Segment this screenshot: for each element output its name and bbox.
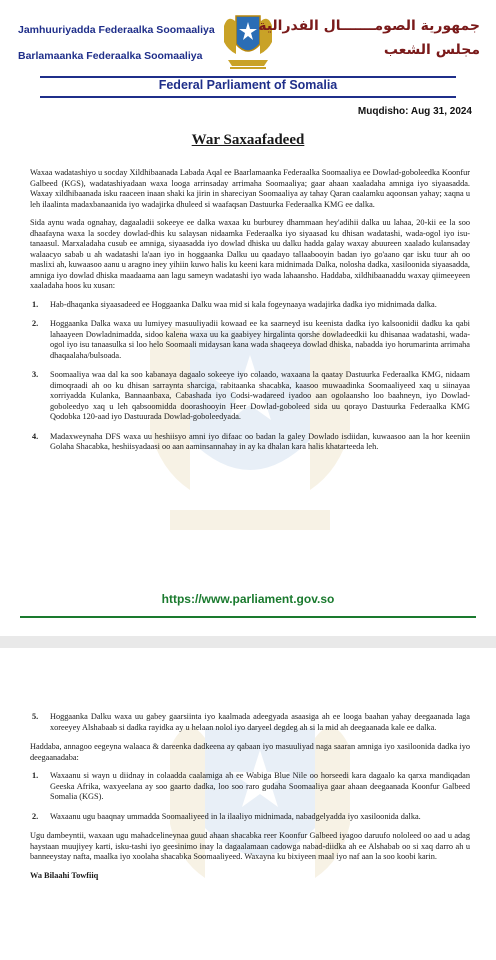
header-arabic-parliament: مجلس الشعب <box>383 42 480 58</box>
list-item <box>30 300 470 311</box>
resolution-list <box>30 771 470 822</box>
signoff: Wa Bilaahi Towfiiq <box>30 870 99 880</box>
header-republic-name: Jamhuuriyadda Federaalka Soomaaliya <box>18 24 215 36</box>
list-item-text: Hoggaanka Dalka waxa uu lumiyey masuuliyadii kowaad ee ka saarneyd isu keenista dadka iyo kalsoonidii dadku ka qabi lahaayeen Dowladnimadda, sidoo kalena waxa uu ka gaabiyey hirgalinta qorshe dowladeedkii ku dhisanaa wadatashi, wada-ogol iyo isu tanaasulka si loo helo Soomaali midaysan kana wada shaqeeya dowlad dhiska, nabadda iyo horumarinta arrimaha dhaqaalaha/bulsoada. <box>50 319 470 360</box>
header-parliament-name: Barlamaanka Federaalka Soomaaliya <box>18 50 203 62</box>
list-item-text: Soomaaliya waa dal ka soo kabanaya dagaalo sokeeye iyo colaado, waxaana la qaatay Dastuurka Federaalka KMG, nidaam dimoqraadi ah oo ku dhisan sarraynta sharciga, rabitaanka shacabka, kaasoo muwaadinka Soomaaliyeed xaq u siinayaa xorriyadda Kulanka, Bannaanbaxa, Cabashada iyo Codsi-wadareed iyadoo aan ogolaansho loo baahneyn, iyo Dowlad-goboleedyo xaq u leh qabsoomidda doorashooyin Heer Dowlad-goboleed sida uu qorayo Dastuurka Federaalka KMG Qodobka 120-aad iyo Dastuurada Dowlad-goboleedyada. <box>50 370 470 421</box>
header-arabic-names <box>258 18 480 66</box>
list-item-text: Waxaanu ugu baaqnay ummadda Soomaaliyeed in la ilaaliyo midnimada, nabadgelyadda iyo xasiloonida dalka. <box>50 811 421 821</box>
document-title: War Saxaafadeed <box>191 132 305 148</box>
list-item-text: Hoggaanka Dalku waxa uu gabey gaarsiinta iyo kaalmada adeegyada asaasiga ah ee looga baahan yahay deegaanada laga xoreeyey Alshabaab si dadka rayidka ay u helaan nolol iyo daryeel degdeg ah si la mid ah deegaanada kale ee dalka. <box>50 712 470 732</box>
header-somali-names <box>18 24 215 76</box>
list-item-text: Madaxweynaha DFS waxa uu heshiisyo amni iyo difaac oo badan la galey Dowlado isdiidan, kuwaasoo aan la hor keeniin Golaha Shacabka, heshiisyadaasi oo aan aaminsannahay in ay ka dhalan kara halis khatarteeda leh. <box>50 431 470 451</box>
press-release-page-2 <box>0 648 496 960</box>
header-rule-bottom <box>40 96 456 98</box>
list-item-number: 2. <box>32 811 39 821</box>
document-body-page1 <box>30 168 470 462</box>
assessment-list <box>30 300 470 453</box>
list-item <box>30 812 470 823</box>
list-item <box>30 370 470 423</box>
header-arabic-republic: جمهورية الصومـــــــال الفدرالية <box>258 18 480 34</box>
footer-green-rule <box>20 616 476 618</box>
header-english-title: Federal Parliament of Somalia <box>158 78 338 92</box>
list-item <box>30 432 470 453</box>
list-item-number: 1. <box>32 771 39 780</box>
list-item-text: Waxaanu si wayn u diidnay in colaadda caalamiga ah ee Wabiga Blue Nile oo horseedi kara dagaalo ka qarxa mandiqadan Geeska Afrika, waxyeelana ay soo gaarto dadka, loo soo raro gudaha Soomaaliya gaar ahaan deegaanada Koonfur Galbeed Somalia (KGS). <box>50 771 470 801</box>
list-item-number: 4. <box>32 431 39 441</box>
paragraph-context: Sida aynu wada ognahay, dagaaladii sokeeye ee dalka waxaa ku burburey dhammaan hey'adihii dalka uu lahaa, 20-kii ee la soo dhaafayna waxa la socdey dowlad-dhis ku salaysan nidaamka Federaalka iyo siyaasad ku dhisan wadatashi, wada-ogol iyo isu-tanaasul. Marxaladaha cusub ee amniga, siyaasadda iyo dowlad dhiska uu dalku hadda galay waxay abuureen xaalado kulansaday walaacyo sabab u ah wadatashi la'aan iyo in hoggaanka Dalku uu qaadayo tallaabooyin badan iyo go'aano qar isku tuur ah oo maslixi ah, kuwaasoo aanu u aragno iney yihiin kuwo halis ku keeni kara midnimada Dalka, nolosha dadka, xasiloonida siyaasadda, amniga iyo dowlad dhiska maadaama aan lagu sameyn wadatashi iyo wada lahaansho. Haddaba, xildhibaanaddu waxay qiimeeyeen xaaladaha hoos ku xusan: <box>30 218 470 290</box>
page-gap <box>0 636 496 648</box>
list-item-number: 5. <box>32 712 39 721</box>
list-item-number: 3. <box>32 370 39 379</box>
paragraph-resolution-intro: Haddaba, annagoo eegeyna walaaca & dareenka dadkeena ay qabaan iyo masuuliyad naga saaran amniga iyo xasiloonida dadka iyo deegaanadaba: <box>30 742 470 762</box>
list-item-text: Hab-dhaqanka siyaasadeed ee Hoggaanka Dalku waa mid si kala fogeynaaya wadajirka dadka iyo midnimada dalka. <box>50 299 437 309</box>
list-item <box>30 319 470 361</box>
list-item-number: 2. <box>32 319 39 328</box>
list-item-number: 1. <box>32 299 39 309</box>
assessment-list-continued <box>30 712 470 733</box>
dateline: Muqdisho: Aug 31, 2024 <box>357 106 472 117</box>
website-link[interactable]: https://www.parliament.gov.so <box>161 592 335 606</box>
list-item <box>30 771 470 803</box>
paragraph-closing: Ugu dambeyntii, waxaan ugu mahadcelineynaa guud ahaan shacabka reer Koonfur Galbeed iyagoo daruufo nololeed oo aad u adag haystaan muujiyey karti, isku-tashi iyo geesinimo inay la dagaalamaan cadowga nabad-diidka ah ee Alshabab oo si xaq darro ah u banneeystay nafta, maalka iyo xoolaha shacabka Soomaaliyeed. Waxayna ku bixiyeen maal iyo naf aan la soo koobi karin. <box>30 831 470 861</box>
list-item <box>30 712 470 733</box>
paragraph-intro: Waxaa wadatashiyo u socday Xildhibaanada Labada Aqal ee Baarlamaanka Federaalka Soomaaliya ee Dowlad-goboleedka Koonfur Galbeed (KGS), wadatashiyadaan waxa looga arrinsaday arrimaha Soomaaliya; gaar ahaan xaaladaha amniga iyo siyaasadda. Waxay xildhibaanada isku raaceen inaan shaki ka jirin in shareciyan Soomaaliya ay tahay Qaran caalamku aqoonsan yahay; xaqna u leh ilaalinta madaxbanaanida iyo wadajirka dhuleed si waafaqsan Dastuurka Federaalka KMG ee dalka. <box>30 168 470 209</box>
document-body-page2 <box>30 712 470 881</box>
